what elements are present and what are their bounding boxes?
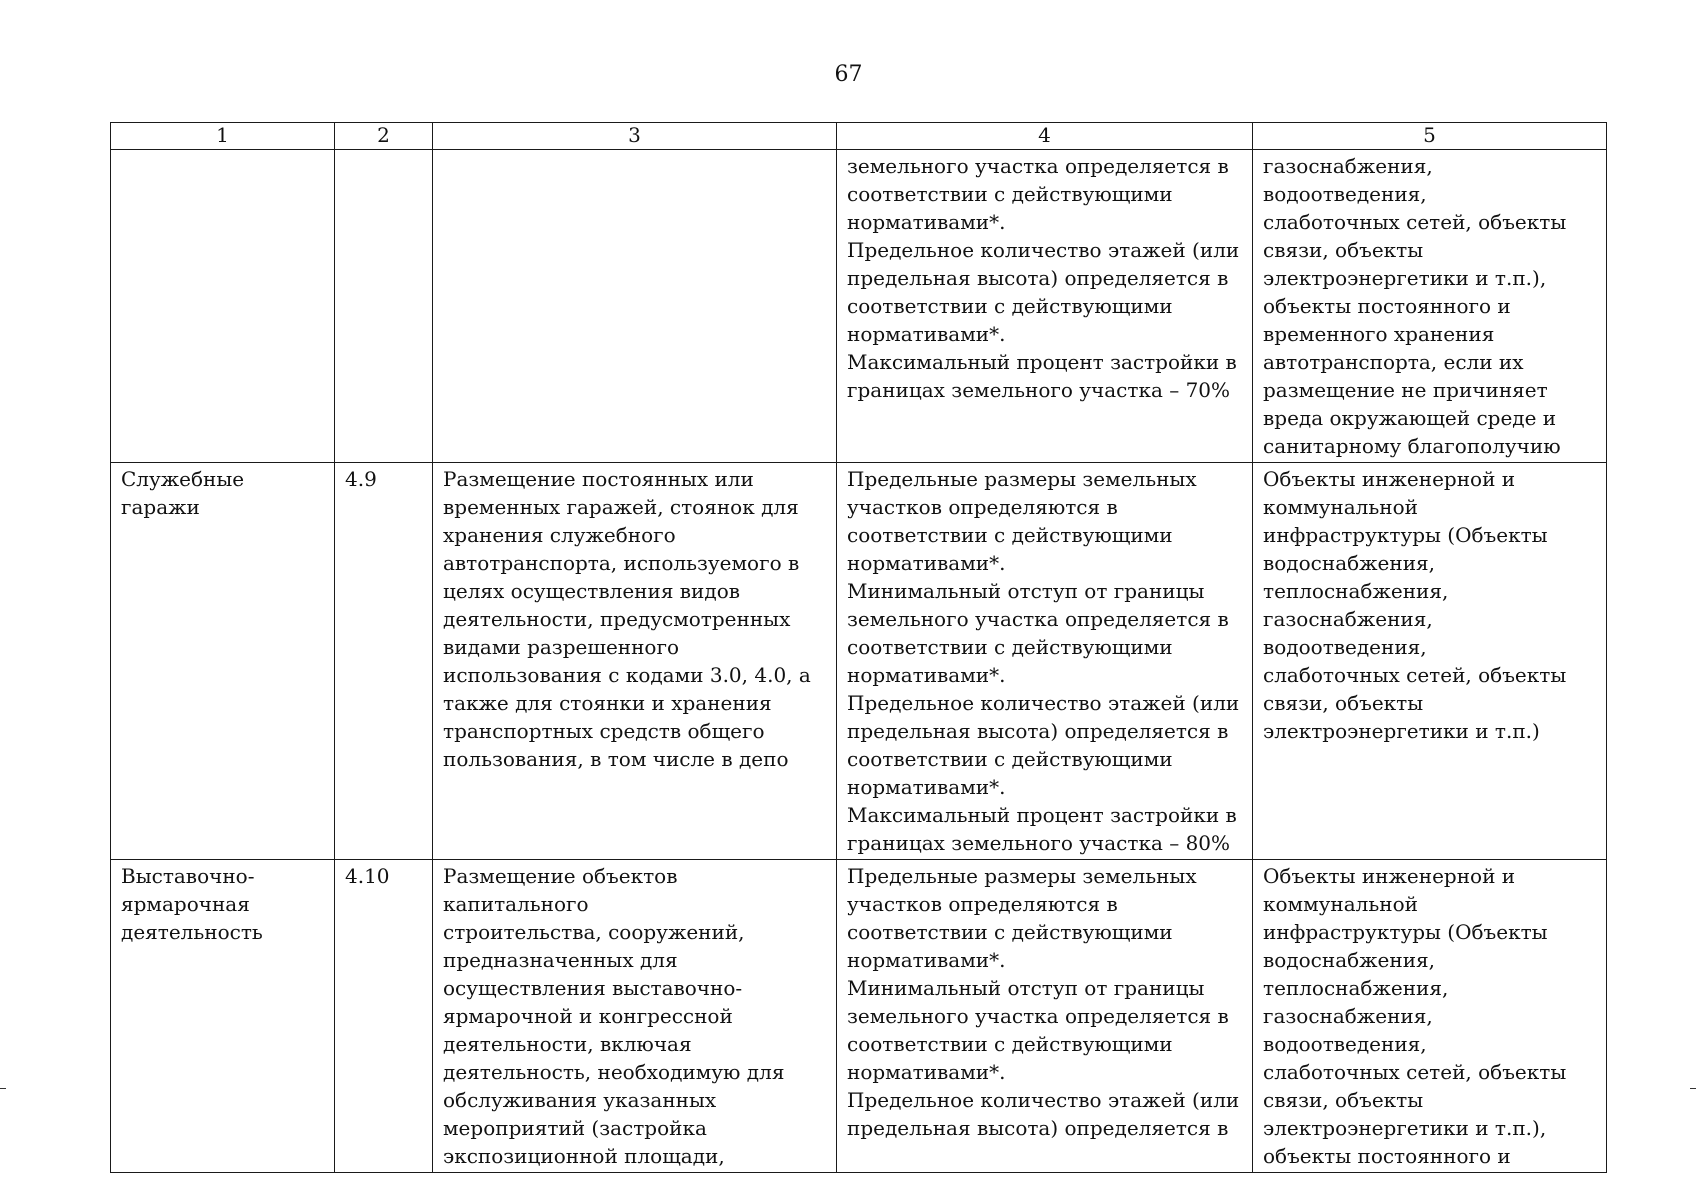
page-number: 67 bbox=[834, 62, 863, 87]
header-cell-2: 2 bbox=[335, 123, 433, 150]
use-code-cell bbox=[335, 150, 433, 463]
use-description-cell bbox=[433, 463, 837, 860]
use-name: Служебные гаражи bbox=[121, 467, 245, 519]
use-description-cell bbox=[433, 150, 837, 463]
use-code: 4.9 bbox=[345, 467, 377, 491]
scan-margin-mark bbox=[1690, 1088, 1696, 1089]
use-name-cell bbox=[111, 860, 335, 1173]
auxiliary-uses: Объекты инженерной и коммунальной инфраструктуры (Объекты водоснабжения, теплоснабжения, газоснабжения, водоотведения, слаботочных сетей, объекты связи, объекты электроэнергетики и т.п.) bbox=[1263, 467, 1567, 743]
auxiliary-uses-cell bbox=[1253, 150, 1607, 463]
table-row bbox=[111, 860, 1607, 1173]
use-parameters-cell bbox=[837, 860, 1253, 1173]
use-parameters-cell bbox=[837, 463, 1253, 860]
header-cell-3: 3 bbox=[433, 123, 837, 150]
use-parameters: Предельные размеры земельных участков определяются в соответствии с действующими нормативами*. Минимальный отступ от границы земельного участка определяется в соответствии с действующими нормативами*. Предельное количество этажей (или предельная высота) определяется в соответствии с действующими нормативами*. Максимальный процент застройки в границах земельного участка – 80% bbox=[847, 467, 1240, 855]
land-use-table bbox=[110, 122, 1607, 1173]
use-name-cell bbox=[111, 150, 335, 463]
use-parameters: Предельные размеры земельных участков определяются в соответствии с действующими нормативами*. Минимальный отступ от границы земельного участка определяется в соответствии с действующими нормативами*. Предельное количество этажей (или предельная высота) определяется в bbox=[847, 864, 1240, 1140]
header-cell-4: 4 bbox=[837, 123, 1253, 150]
header-cell-5: 5 bbox=[1253, 123, 1607, 150]
use-parameters-cell bbox=[837, 150, 1253, 463]
scan-margin-mark bbox=[0, 1088, 6, 1089]
use-description: Размещение постоянных или временных гаражей, стоянок для хранения служебного автотранспорта, используемого в целях осуществления видов деятельности, предусмотренных видами разрешенного использования с кодами 3.0, 4.0, а также для стоянки и хранения транспортных средств общего пользования, в том числе в депо bbox=[443, 467, 811, 771]
table-row bbox=[111, 463, 1607, 860]
use-description-cell bbox=[433, 860, 837, 1173]
auxiliary-uses-cell bbox=[1253, 860, 1607, 1173]
use-code-cell bbox=[335, 463, 433, 860]
use-description: Размещение объектов капитального строительства, сооружений, предназначенных для осуществления выставочно- ярмарочной и конгрессной деятельности, включая деятельность, необходимую для обслуживания указанных мероприятий (застройка экспозиционной площади, bbox=[443, 864, 785, 1168]
use-code: 4.10 bbox=[345, 864, 390, 888]
auxiliary-uses: Объекты инженерной и коммунальной инфраструктуры (Объекты водоснабжения, теплоснабжения, газоснабжения, водоотведения, слаботочных сетей, объекты связи, объекты электроэнергетики и т.п.), объекты постоянного и bbox=[1263, 864, 1567, 1168]
use-parameters: земельного участка определяется в соответствии с действующими нормативами*. Предельное количество этажей (или предельная высота) определяется в соответствии с действующими нормативами*. Максимальный процент застройки в границах земельного участка – 70% bbox=[847, 154, 1240, 402]
auxiliary-uses-cell bbox=[1253, 463, 1607, 860]
use-name: Выставочно- ярмарочная деятельность bbox=[121, 864, 263, 944]
use-code-cell bbox=[335, 860, 433, 1173]
table-row bbox=[111, 150, 1607, 463]
auxiliary-uses: газоснабжения, водоотведения, слаботочных сетей, объекты связи, объекты электроэнергетики и т.п.), объекты постоянного и временного хранения автотранспорта, если их размещение не причиняет вреда окружающей среде и санитарному благополучию bbox=[1263, 154, 1567, 458]
use-name-cell bbox=[111, 463, 335, 860]
header-cell-1: 1 bbox=[111, 123, 335, 150]
header-row bbox=[111, 123, 1607, 150]
